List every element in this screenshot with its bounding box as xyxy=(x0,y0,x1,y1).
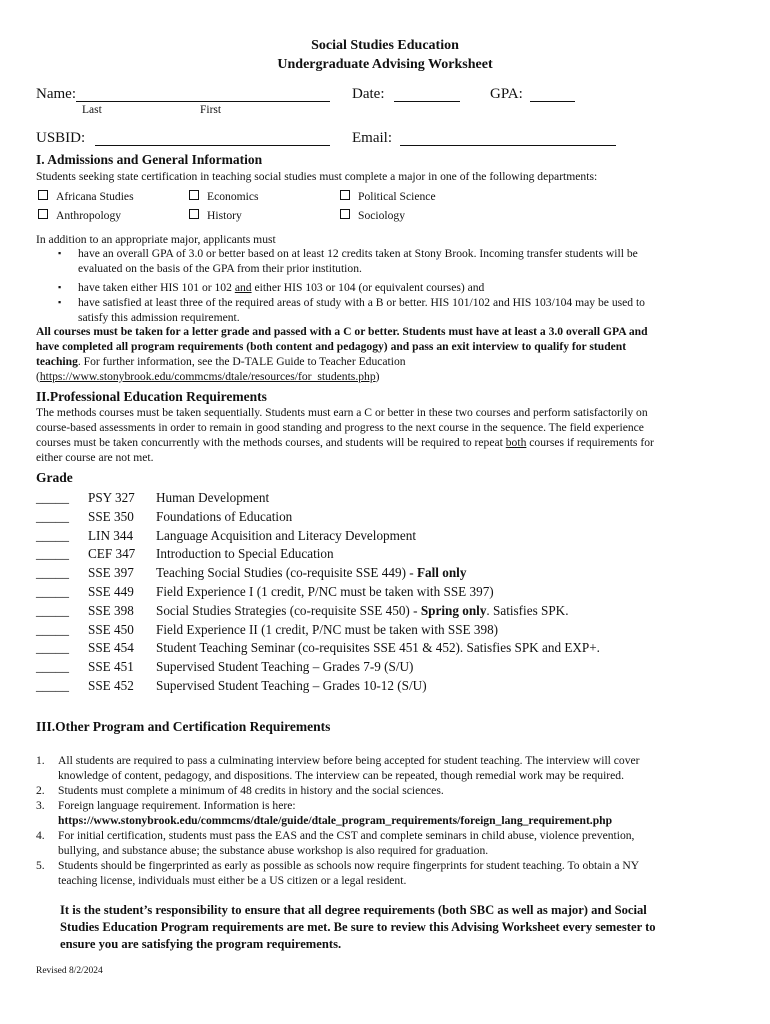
course-title-text: Human Development xyxy=(156,490,270,505)
list-item-line: Foreign language requirement. Information is here: xyxy=(58,799,296,812)
requirement-gpa-line2: evaluated on the basis of the GPA from their prior institution. xyxy=(78,262,362,275)
paren: ( xyxy=(36,370,40,383)
department-history[interactable] xyxy=(189,208,242,223)
grade-blank[interactable]: _____ xyxy=(36,546,69,562)
course-title-text: Teaching Social Studies (co-requisite SSE 449) - xyxy=(156,565,417,581)
course-title xyxy=(156,490,269,506)
course-title xyxy=(156,565,466,581)
list-item-line: teaching license, individuals must either be a US citizen or a legal resident. xyxy=(58,874,407,887)
usbid-field[interactable] xyxy=(95,130,330,146)
requirement-text: either HIS 103 or 104 (or equivalent courses) and xyxy=(254,281,485,294)
course-title xyxy=(156,640,600,656)
course-title xyxy=(156,528,416,544)
section-2-para-line3 xyxy=(36,435,654,450)
department-anthropology[interactable] xyxy=(38,208,121,223)
page-title: Social Studies Education xyxy=(311,38,459,53)
list-item xyxy=(36,753,736,783)
list-number: 5. xyxy=(36,859,45,872)
grade-blank[interactable]: _____ xyxy=(36,640,69,656)
requirement-text: have taken either HIS 101 or 102 xyxy=(78,281,232,294)
list-item-line: All students are required to pass a culminating interview before being accepted for student teaching. The interview will cover xyxy=(58,754,640,767)
name-field[interactable] xyxy=(76,86,330,102)
course-title xyxy=(156,509,292,525)
course-title-text: Field Experience I (1 credit, P/NC must be taken with SSE 397) xyxy=(156,584,494,599)
grade-heading: Grade xyxy=(36,470,73,485)
bullet-icon: ▪ xyxy=(58,297,62,307)
department-label: Sociology xyxy=(358,209,406,222)
responsibility-line1: It is the student’s responsibility to ensure that all degree requirements (both SBC as well as major) and Social xyxy=(60,903,647,917)
list-item-line: bullying, and substance abuse; the substance abuse workshop is also required for graduation. xyxy=(58,844,489,857)
course-code: SSE 451 xyxy=(88,659,134,675)
course-title-text: Student Teaching Seminar (co-requisites SSE 451 & 452). Satisfies SPK and EXP+. xyxy=(156,640,600,656)
course-code: CEF 347 xyxy=(88,546,136,562)
checkbox-icon xyxy=(38,209,48,219)
course-title xyxy=(156,603,569,619)
department-label: Africana Studies xyxy=(56,190,134,203)
department-political-science[interactable] xyxy=(340,189,436,204)
list-number: 2. xyxy=(36,784,45,797)
page-subtitle: Undergraduate Advising Worksheet xyxy=(277,57,493,72)
date-field[interactable] xyxy=(394,86,460,102)
list-item xyxy=(36,858,736,888)
checkbox-icon xyxy=(189,209,199,219)
list-item xyxy=(36,828,736,858)
list-number: 1. xyxy=(36,754,45,767)
requirement-gpa-line1: have an overall GPA of 3.0 or better based on at least 12 credits taken at Stony Brook. Incoming transfer students will be xyxy=(78,247,638,260)
foreign-language-link[interactable]: https://www.stonybrook.edu/commcms/dtale/guide/dtale_program_requirements/foreign_lang_requirement.php xyxy=(58,814,613,827)
course-title xyxy=(156,546,334,562)
paren: ) xyxy=(375,370,380,383)
department-label: Economics xyxy=(207,190,259,203)
list-item xyxy=(36,798,736,828)
department-label: Anthropology xyxy=(56,209,122,222)
requirement-his-courses xyxy=(78,280,484,295)
list-item-line: For initial certification, students must pass the EAS and the CST and complete seminars in child abuse, violence prevention, xyxy=(58,829,635,842)
course-code: SSE 449 xyxy=(88,584,134,599)
course-code: SSE 450 xyxy=(88,621,134,637)
department-economics[interactable] xyxy=(189,189,259,204)
checkbox-icon xyxy=(38,190,48,200)
bullet-icon: ▪ xyxy=(58,282,62,292)
bold-note: teaching xyxy=(36,355,78,368)
course-code: SSE 350 xyxy=(88,508,134,524)
section-3-heading: III.Other Program and Certification Requirements xyxy=(36,719,331,734)
course-title-text: Supervised Student Teaching – Grades 10-12 (S/U) xyxy=(156,678,427,693)
bullet-icon: ▪ xyxy=(58,248,62,258)
department-label: History xyxy=(207,209,242,222)
list-number: 3. xyxy=(36,799,45,812)
department-sociology[interactable] xyxy=(340,208,405,223)
first-name-label: First xyxy=(200,104,222,116)
email-field[interactable] xyxy=(400,130,616,146)
grade-blank[interactable]: _____ xyxy=(36,659,69,675)
grade-blank[interactable]: _____ xyxy=(36,508,69,524)
last-name-label: Last xyxy=(82,104,102,116)
course-title-suffix: . Satisfies SPK. xyxy=(486,602,569,618)
section-2-para-line1: The methods courses must be taken sequentially. Students must earn a C or better in these two courses and perform satisfactorily on xyxy=(36,406,648,419)
section-2-heading: II.Professional Education Requirements xyxy=(36,389,267,404)
para-text: courses if requirements for xyxy=(526,436,654,449)
requirement-areas-line1: have satisfied at least three of the required areas of study with a B or better. HIS 101/102 and HIS 103/104 may be used to xyxy=(78,296,645,309)
course-code: SSE 398 xyxy=(88,602,134,618)
requirement-areas-line2: satisfy this admission requirement. xyxy=(78,311,240,324)
section-2-para-line4: either course are not met. xyxy=(36,451,154,464)
course-title xyxy=(156,584,494,600)
dtale-guide-link[interactable]: https://www.stonybrook.edu/commcms/dtale/resources/for_students.php xyxy=(39,370,376,383)
grade-blank[interactable]: _____ xyxy=(36,565,69,581)
grade-blank[interactable]: _____ xyxy=(36,602,69,618)
course-title-text: Language Acquisition and Literacy Development xyxy=(156,527,417,543)
responsibility-line3: ensure you are satisfying the program requirements. xyxy=(60,937,342,951)
list-item-line: knowledge of content, pedagogy, and dispositions. The interview can be repeated, though remedial work may be required. xyxy=(58,769,624,782)
grade-blank[interactable]: _____ xyxy=(36,490,69,505)
course-code: PSY 327 xyxy=(88,490,135,505)
course-title-text: Supervised Student Teaching – Grades 7-9 (S/U) xyxy=(156,659,414,675)
checkbox-icon xyxy=(189,190,199,200)
email-label: Email: xyxy=(352,130,392,146)
section-1-heading: I. Admissions and General Information xyxy=(36,152,263,167)
course-title-text: Foundations of Education xyxy=(156,508,293,524)
responsibility-line2: Studies Education Program requirements are met. Be sure to review this Advising Worksheet every semester to xyxy=(60,920,656,934)
department-africana[interactable] xyxy=(38,189,134,204)
semester-note: Spring only xyxy=(420,602,487,618)
course-title xyxy=(156,678,427,694)
grade-blank[interactable]: _____ xyxy=(36,678,69,693)
course-title-text: Introduction to Special Education xyxy=(156,546,334,562)
name-label: Name: xyxy=(36,86,76,102)
requirements-intro: In addition to an appropriate major, applicants must xyxy=(36,233,276,246)
course-title-text: Social Studies Strategies (co-requisite SSE 450) - xyxy=(156,602,421,618)
date-label: Date: xyxy=(352,86,385,102)
list-number: 4. xyxy=(36,829,45,842)
course-code: SSE 452 xyxy=(88,678,134,693)
course-title xyxy=(156,622,498,638)
usbid-label: USBID: xyxy=(36,130,86,146)
underlined-both: both xyxy=(505,436,527,449)
section-1-intro: Students seeking state certification in teaching social studies must complete a major in one of the following departments: xyxy=(36,170,598,183)
department-label: Political Science xyxy=(358,190,436,203)
section-2-para-line2: course-based assessments in order to remain in good standing and progress to the next course in the sequence. The field experience xyxy=(36,421,644,434)
checkbox-icon xyxy=(340,209,350,219)
course-code: LIN 344 xyxy=(88,527,134,543)
grade-note-line3 xyxy=(36,354,406,369)
bold-note: All courses must be taken for a letter grade and passed with a C or better xyxy=(36,325,397,338)
grade-blank[interactable]: _____ xyxy=(36,527,69,543)
checkbox-icon xyxy=(340,190,350,200)
bold-note: . Students must have at least a 3.0 overall GPA and xyxy=(396,325,648,338)
para-text: courses must be taken concurrently with the methods courses, and students will be required to repeat xyxy=(36,436,506,449)
course-code: SSE 397 xyxy=(88,565,134,581)
list-item xyxy=(36,783,736,798)
gpa-field[interactable] xyxy=(530,86,575,102)
grade-blank[interactable]: _____ xyxy=(36,621,69,637)
grade-blank[interactable]: _____ xyxy=(36,584,69,599)
course-title-text: Field Experience II (1 credit, P/NC must be taken with SSE 398) xyxy=(156,621,499,637)
revised-date: Revised 8/2/2024 xyxy=(36,966,103,976)
grade-note-line1 xyxy=(36,324,648,339)
gpa-label: GPA: xyxy=(490,86,523,102)
grade-note-line2: have completed all program requirements (both content and pedagogy) and pass an exit interview to qualify for student xyxy=(36,340,627,353)
course-code: SSE 454 xyxy=(88,640,134,656)
underlined-and: and xyxy=(234,281,252,294)
dtale-link-line xyxy=(36,369,380,384)
list-item-line: Students should be fingerprinted as early as possible as schools now require fingerprints for student teaching. To obtain a NY xyxy=(58,859,640,872)
further-info-text: . For further information, see the D-TALE Guide to Teacher Education xyxy=(77,355,406,368)
list-item-line: Students must complete a minimum of 48 credits in history and the social sciences. xyxy=(58,784,444,797)
semester-note: Fall only xyxy=(416,565,467,581)
course-title xyxy=(156,659,413,675)
